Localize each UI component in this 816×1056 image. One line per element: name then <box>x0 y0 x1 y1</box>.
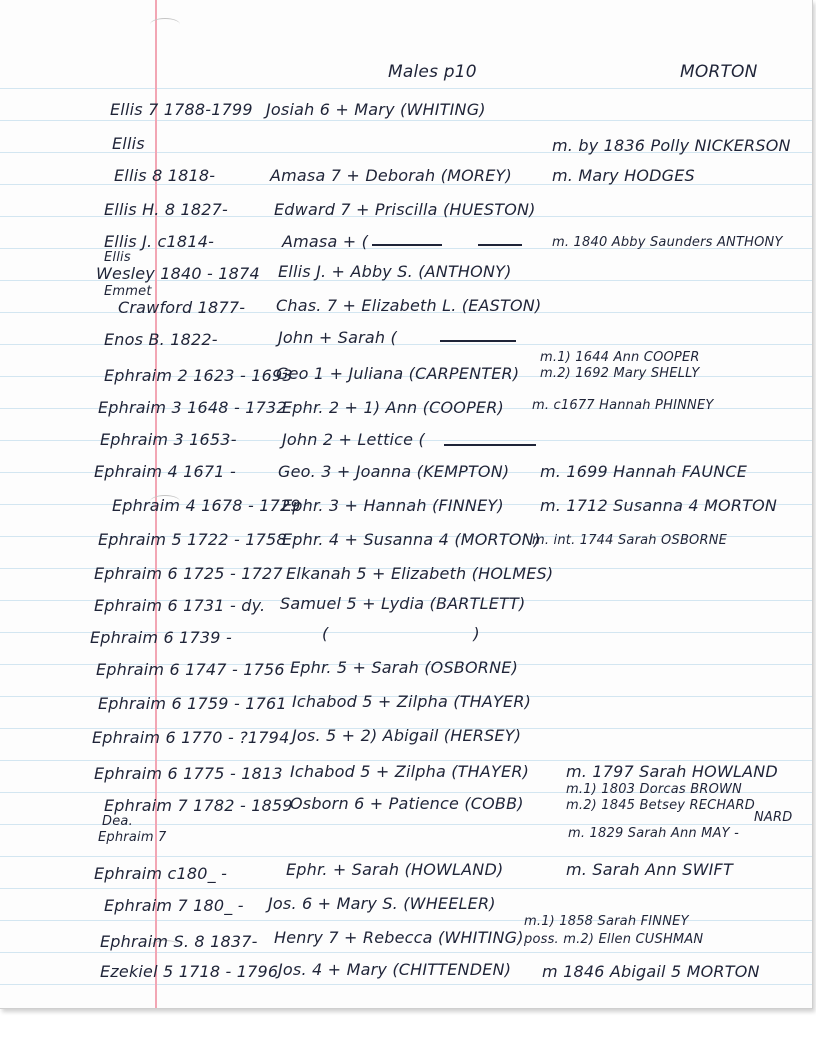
entry-marriage-2: poss. m.2) Ellen CUSHMAN <box>524 932 704 947</box>
entry-name: Ephraim 6 1759 - 1761 <box>98 694 287 713</box>
entry-marriage-2: m.2) 1692 Mary SHELLY <box>540 366 700 381</box>
blank-underline <box>444 444 536 446</box>
blank-underline <box>440 340 516 342</box>
entry-name: Ephraim 6 1775 - 1813 <box>94 764 283 783</box>
entry-parents: Ephr. 5 + Sarah (OSBORNE) <box>290 658 519 677</box>
entry-name: Ephraim 4 1671 - <box>94 462 236 481</box>
page-title: Males p10 <box>388 62 477 82</box>
entry-parents: Amasa + ( <box>282 232 369 251</box>
entry-parents: Elkanah 5 + Elizabeth (HOLMES) <box>286 564 554 583</box>
entry-marriage: m. 1797 Sarah HOWLAND <box>566 762 778 781</box>
blank-underline <box>478 244 522 246</box>
entry-name: Ellis J. c1814- <box>104 232 215 251</box>
entry-marriage: m.1) 1858 Sarah FINNEY <box>524 914 689 929</box>
entry-marriage: m. 1829 Sarah Ann MAY - <box>568 826 740 841</box>
entry-marriage: m. 1840 Abby Saunders ANTHONY <box>552 235 783 250</box>
entry-name-prefix: Dea. <box>102 814 133 829</box>
entry-parents: Ichabod 5 + Zilpha (THAYER) <box>290 762 530 781</box>
entry-marriage: m. int. 1744 Sarah OSBORNE <box>532 533 728 548</box>
entry-name: Ephraim 6 1747 - 1756 <box>96 660 285 679</box>
rule-line <box>0 888 812 889</box>
rule-line <box>0 120 812 121</box>
entry-parents: Jos. 5 + 2) Abigail (HERSEY) <box>292 726 522 745</box>
entry-parents: Ephr. 4 + Susanna 4 (MORTON) <box>282 530 541 549</box>
rule-line <box>0 88 812 89</box>
entry-marriage: m. by 1836 Polly NICKERSON <box>552 136 791 155</box>
entry-marriage: m. Mary HODGES <box>552 166 695 185</box>
entry-name: Wesley 1840 - 1874 <box>96 264 260 283</box>
rule-line <box>0 952 812 953</box>
entry-name: Ephraim 6 1770 - ?1794 <box>92 728 290 747</box>
entry-marriage: m.1) 1644 Ann COOPER <box>540 350 700 365</box>
entry-parents: John + Sarah ( <box>278 328 397 347</box>
rule-line <box>0 856 812 857</box>
entry-parents: Henry 7 + Rebecca (WHITING) <box>274 928 524 947</box>
entry-name: Ephraim 4 1678 - 1729 <box>112 496 301 515</box>
entry-name: Ephraim 2 1623 - 1693 <box>104 366 293 385</box>
entry-name: Ephraim 3 1648 - 1732 <box>98 398 287 417</box>
entry-marriage: m. 1712 Susanna 4 MORTON <box>540 496 778 515</box>
entry-name-prefix: Emmet <box>104 284 152 299</box>
entry-marriage-2: m.2) 1845 Betsey RECHARD <box>566 798 755 813</box>
entry-name: Crawford 1877- <box>118 298 246 317</box>
entry-name: Ephraim 6 1739 - <box>90 628 232 647</box>
entry-parents: Edward 7 + Priscilla (HUESTON) <box>274 200 536 219</box>
entry-marriage: m. c1677 Hannah PHINNEY <box>532 398 714 413</box>
entry-parents: Jos. 6 + Mary S. (WHEELER) <box>268 894 496 913</box>
entry-parents: Chas. 7 + Elizabeth L. (EASTON) <box>276 296 542 315</box>
entry-name: Ephraim 5 1722 - 1758 <box>98 530 287 549</box>
entry-marriage: m. Sarah Ann SWIFT <box>566 860 733 879</box>
entry-name: Ellis 7 1788-1799 <box>110 100 253 119</box>
entry-marriage: m 1846 Abigail 5 MORTON <box>542 962 760 981</box>
entry-parents: Ichabod 5 + Zilpha (THAYER) <box>292 692 532 711</box>
entry-name: Ellis 8 1818- <box>114 166 216 185</box>
surname-heading: MORTON <box>680 62 758 82</box>
entry-name: Ephraim 7 <box>98 830 167 845</box>
entry-name-prefix: Ellis <box>104 250 131 265</box>
entry-parents: Ephr. + Sarah (HOWLAND) <box>286 860 504 879</box>
entry-name: Ephraim c180_ - <box>94 864 228 883</box>
entry-name: Ellis <box>112 134 145 153</box>
rule-line <box>0 760 812 761</box>
entry-name: Enos B. 1822- <box>104 330 218 349</box>
entry-name: Ellis H. 8 1827- <box>104 200 229 219</box>
entry-name: Ephraim 6 1731 - dy. <box>94 596 266 615</box>
entry-name: Ephraim 3 1653- <box>100 430 237 449</box>
entry-parents: Geo. 3 + Joanna (KEMPTON) <box>278 462 510 481</box>
entry-marriage-note: NARD <box>754 810 793 825</box>
rule-line <box>0 920 812 921</box>
rule-line <box>0 984 812 985</box>
blank-underline <box>372 244 442 246</box>
entry-parents: Osborn 6 + Patience (COBB) <box>290 794 524 813</box>
entry-parents: Geo 1 + Juliana (CARPENTER) <box>276 364 520 383</box>
entry-name: Ephraim 7 1782 - 1859 <box>104 796 293 815</box>
entry-name: Ephraim 7 180_ - <box>104 896 244 915</box>
entry-name: Ephraim S. 8 1837- <box>100 932 258 951</box>
entry-parents: Josiah 6 + Mary (WHITING) <box>266 100 486 119</box>
entry-parents: ( ) <box>322 624 550 643</box>
punch-hole <box>150 18 180 31</box>
entry-parents: Jos. 4 + Mary (CHITTENDEN) <box>278 960 512 979</box>
entry-name: Ezekiel 5 1718 - 1796 <box>100 962 279 981</box>
entry-parents: Amasa 7 + Deborah (MOREY) <box>270 166 512 185</box>
entry-parents: Ellis J. + Abby S. (ANTHONY) <box>278 262 512 281</box>
entry-parents: Ephr. 2 + 1) Ann (COOPER) <box>282 398 504 417</box>
entry-parents: Ephr. 3 + Hannah (FINNEY) <box>282 496 504 515</box>
entry-marriage: m. 1699 Hannah FAUNCE <box>540 462 748 481</box>
entry-parents: Samuel 5 + Lydia (BARTLETT) <box>280 594 526 613</box>
entry-parents: John 2 + Lettice ( <box>282 430 425 449</box>
entry-marriage: m.1) 1803 Dorcas BROWN <box>566 782 742 797</box>
entry-name: Ephraim 6 1725 - 1727 <box>94 564 283 583</box>
